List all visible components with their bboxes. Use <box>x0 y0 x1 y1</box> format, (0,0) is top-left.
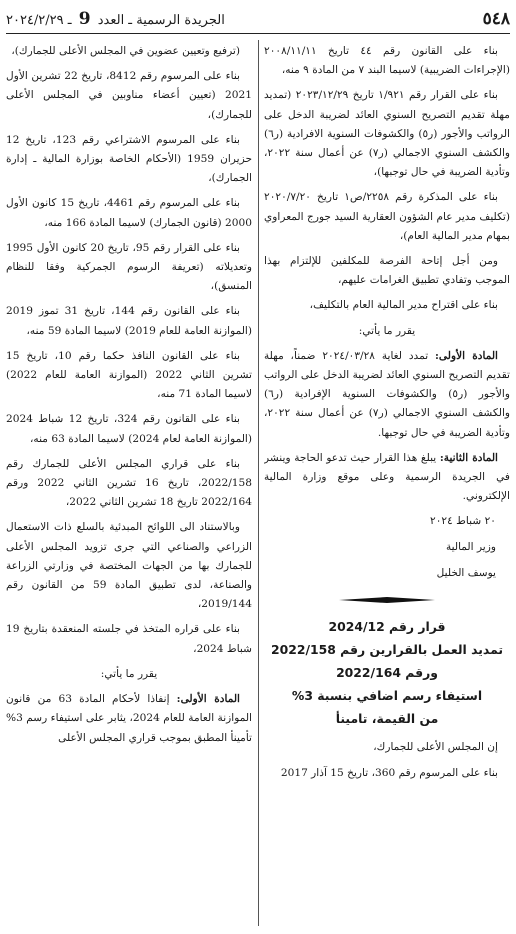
section-divider <box>339 597 435 603</box>
decree-title-3: استيفاء رسم اضافي بنسبة 3% <box>291 688 483 704</box>
article-2-text: يبلغ هذا القرار حيث تدعو الحاجة وينشر في الجريدة الرسمية وعلى موقع وزارة المالية الإلكتروني. <box>264 451 510 503</box>
paragraph: بناء على القانون رقم 144، تاريخ 31 تموز 2019 (الموازنة العامة للعام 2019) لاسيما المادة 59 منه، <box>6 305 252 337</box>
sign-name: يوسف الخليل <box>436 567 496 580</box>
paragraph: بناء على المرسوم رقم 8412، تاريخ 22 تشرين الأول 2021 (تعيين أعضاء مناوبين في المجلس الأعلى للجمارك)، <box>6 70 252 121</box>
paragraph: بناء على القانون رقم 324، تاريخ 12 شباط 2024 (الموازنة العامة لعام 2024) لاسيما المادة 63 منه، <box>6 413 252 445</box>
decree-title-1: تمديد العمل بالقرارين رقم 2022/158 <box>270 642 504 658</box>
column-divider <box>258 40 259 926</box>
article-1-title: المادة الأولى: <box>435 349 498 362</box>
paragraph: بناء على المذكرة رقم ٢٢٥٨/ص١ تاريخ ٢٠٢٠/٧/٢٠ (تكليف مدير عام الشؤون العقارية السيد جورج المعراوي بمهام مدير المالية العام)، <box>264 191 510 242</box>
header-rule <box>6 33 510 34</box>
sign-title: وزير المالية <box>445 541 496 554</box>
issue-prefix: الجريدة الرسمية ـ العدد <box>97 13 225 28</box>
paragraph: بناء على اقتراح مدير المالية العام بالتكليف، <box>309 299 498 312</box>
paragraph: بناء على القرار رقم ١/٩٢١ تاريخ ٢٠٢٣/١٢/٢٩ (تمديد مهلة تقديم التصريح السنوي العائد لضريبة الدخل على الرواتب والأجور (ر٥) والكشوفات السنوية الافرادية (ر٦) والكشف السنوي الاجمالي (ر٧) عن أعمال سنة ٢٠٢٢، وتأدية الضريبة في حال توجبها)، <box>264 89 510 179</box>
issue-number: 9 <box>78 9 91 29</box>
divider-diamond <box>339 597 435 603</box>
decree-title-4: من القيمة، تامينأ <box>335 711 439 727</box>
paragraph: بناء على القانون النافذ حكما رقم 10، تاريخ 15 تشرين الثاني 2022 (الموازنة العامة للعام 2022) لاسيما المادة 71 منه، <box>6 349 252 401</box>
left-column <box>6 42 252 928</box>
council-intro: إن المجلس الأعلى للجمارك، <box>373 741 498 754</box>
page-header <box>6 6 510 32</box>
decides-heading: يقرر ما يأتي: <box>358 324 416 337</box>
article-1 <box>6 690 252 748</box>
paragraph: بناء على قراره المتخذ في جلسته المنعقدة بتاريخ 19 شباط 2024، <box>6 623 252 655</box>
paragraph: بناء على المرسوم رقم 360، تاريخ 15 آذار 2017 <box>280 766 498 779</box>
page-number: ٥٤٨ <box>482 9 510 29</box>
article-1 <box>264 347 510 443</box>
decree-number: قرار رقم 2024/12 <box>328 619 446 635</box>
decree-title-2: ورقم 2022/164 <box>336 665 438 681</box>
paragraph: وبالاستناد الى اللوائح المبدئية بالسلع ذات الاستعمال الزراعي والصناعي التي جرى تزويد المجلس الأعلى للجمارك بها من الجهات المختصة في وزارتي الزراعة والصناعة، لدى تطبيق المادة 59 من القانون رقم 2019/144، <box>6 521 252 611</box>
paragraph: بناء على القرار رقم 95، تاريخ 20 كانون الأول 1995 وتعديلاته (تعريفة الرسوم الجمركية وفقا للنظام المنسق)، <box>6 241 252 293</box>
article-1-text: تمدد لغاية ٢٠٢٤/٠٣/٢٨ ضمناً، مهلة تقديم التصريح السنوي العائد لضريبة الدخل على الرواتب والأجور (ر٥) والكشوفات السنوية الإفرادية (ر٦) والكشف السنوي الاجمالي (ر٧) عن أعمال سنة ٢٠٢٢، وتأدية الضريبة في حال توجبها. <box>264 349 510 439</box>
paragraph: بناء على قراري المجلس الأعلى للجمارك رقم 2022/158، تاريخ 16 تشرين الثاني 2022 ورقم 2022/164 تاريخ 18 تشرين الثاني 2022، <box>6 457 252 509</box>
article-2 <box>264 449 510 507</box>
article-1-title: المادة الأولى: <box>176 693 240 706</box>
decides-heading: يقرر ما يأتي: <box>100 667 158 680</box>
paragraph: بناء على المرسوم الاشتراعي رقم 123، تاريخ 12 حزيران 1959 (الأحكام الخاصة بوزارة المالية ـ إدارة الجمارك)، <box>6 133 252 185</box>
paragraph: (ترفيع وتعيين عضوين في المجلس الأعلى للجمارك)، <box>11 45 240 57</box>
article-1-text: إنفاذا لأحكام المادة 63 من قانون الموازنة العامة للعام 2024، يثابر على استيفاء رسم 3% تأمينأ المطبق بموجب قراري المجلس الأعلى <box>6 693 252 744</box>
issue-info <box>6 9 225 29</box>
paragraph: بناء على القانون رقم ٤٤ تاريخ ٢٠٠٨/١١/١١ (الإجراءات الضريبية) لاسيما البند ٧ من المادة ٩ منه، <box>264 45 510 77</box>
issue-date: ـ ٢٠٢٤/٢/٢٩ <box>6 13 72 28</box>
sign-date: ٢٠ شباط ٢٠٢٤ <box>430 515 496 528</box>
decree-heading <box>264 615 510 730</box>
paragraph: بناء على المرسوم رقم 4461، تاريخ 15 كانون الأول 2000 (قانون الجمارك) لاسيما المادة 166 منه، <box>6 197 252 229</box>
right-column <box>264 42 510 928</box>
article-2-title: المادة الثانية: <box>439 451 498 464</box>
paragraph: ومن أجل إتاحة الفرصة للمكلفين للإلتزام بهذا الموجب وتفادي تطبيق الغرامات عليهم، <box>264 255 510 287</box>
